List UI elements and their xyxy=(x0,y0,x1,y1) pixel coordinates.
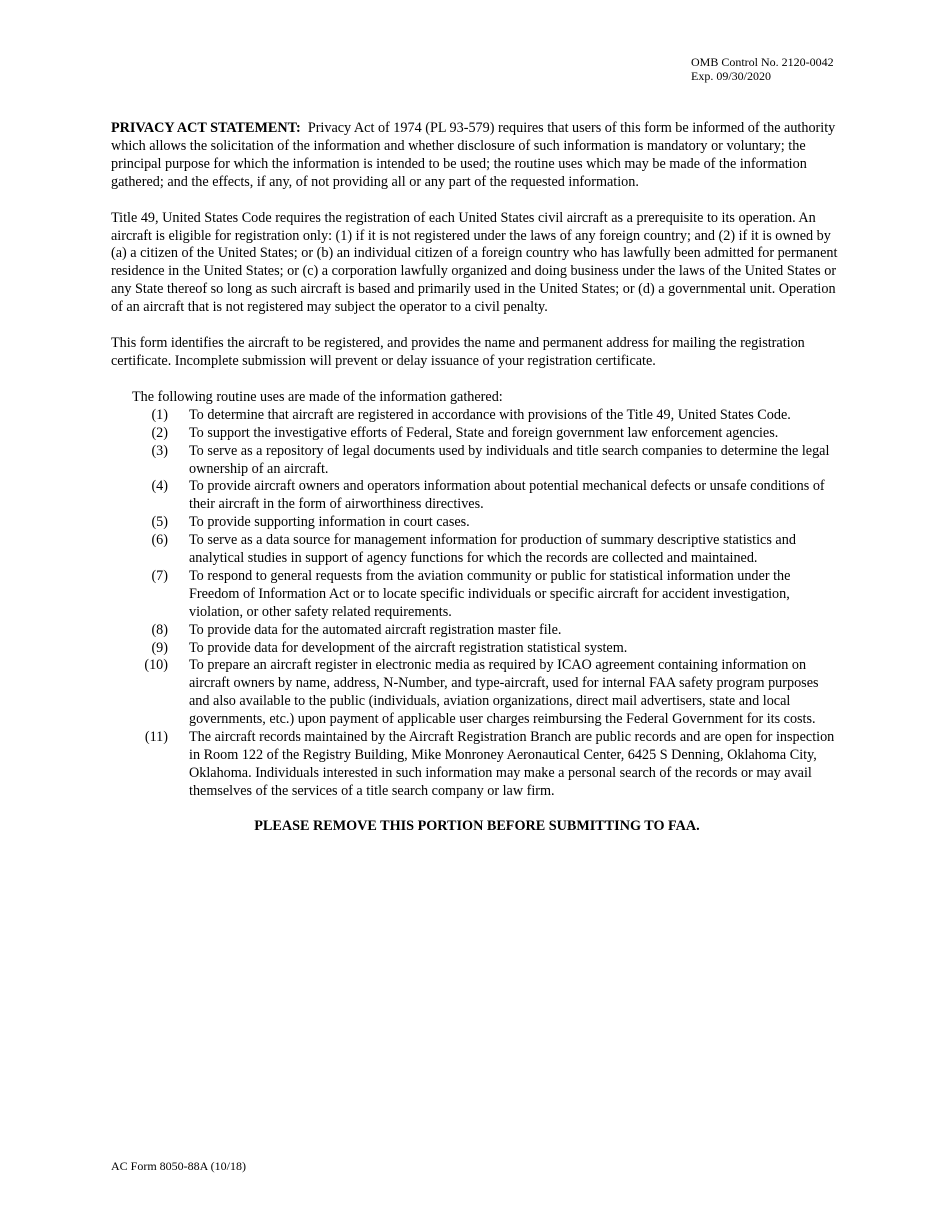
omb-control-block xyxy=(691,55,834,83)
list-item-number: (4) xyxy=(151,478,168,495)
list-item-number: (7) xyxy=(151,567,168,584)
list-item-text: To support the investigative efforts of Federal, State and foreign government law enforcement agencies. xyxy=(189,424,779,441)
list-item xyxy=(111,532,841,568)
list-item-number: (3) xyxy=(151,442,168,459)
form-purpose-paragraph: This form identifies the aircraft to be registered, and provides the name and permanent address for mailing the registration certificate. Incomplete submission will prevent or delay issuance of your registration certificate. xyxy=(111,335,805,369)
list-item-number: (5) xyxy=(151,514,168,531)
list-item-number: (9) xyxy=(151,639,168,656)
list-item-text: To provide supporting information in court cases. xyxy=(189,514,470,531)
list-item-number: (1) xyxy=(151,406,168,423)
privacy-act-paragraph xyxy=(111,120,841,192)
list-item-text: To provide aircraft owners and operators information about potential mechanical defects or unsafe conditions of their aircraft in the form of airworthiness directives. xyxy=(189,478,825,513)
routine-uses-intro: The following routine uses are made of the information gathered: xyxy=(132,388,503,405)
title-49-paragraph: Title 49, United States Code requires the registration of each United States civil aircraft as a prerequisite to its operation. An aircraft is eligible for registration only: (1) if it is not registered under the laws of any foreign country; and (2) if it is owned by (a) a citizen of the United States; or (b) an individual citizen of a foreign country who has lawfully been admitted for permanent residence in the United States; or (c) a corporation lawfully organized and doing business under the laws of the United States or any State thereof so long as such aircraft is based and primarily used in the United States; or (d) a governmental unit. Operation of an aircraft that is not registered may subject the operator to a civil penalty. xyxy=(111,209,838,316)
privacy-act-heading: PRIVACY ACT STATEMENT: xyxy=(111,120,301,136)
list-item xyxy=(111,478,841,514)
list-item-text: The aircraft records maintained by the Aircraft Registration Branch are public records and are open for inspection in Room 122 of the Registry Building, Mike Monroney Aeronautical Center, 6425 S Denning, Oklahoma City, Oklahoma. Individuals interested in such information may make a personal search of the records or may avail themselves of the services of a title search company or law firm. xyxy=(189,729,835,799)
list-item-text: To provide data for development of the aircraft registration statistical system. xyxy=(189,639,628,656)
routine-uses-list xyxy=(111,407,841,801)
omb-control-number: OMB Control No. 2120-0042 xyxy=(691,55,834,69)
list-item xyxy=(111,640,841,658)
list-item-number: (2) xyxy=(151,424,168,441)
list-item xyxy=(111,514,841,532)
list-item-number: (6) xyxy=(151,532,168,549)
list-item-text: To provide data for the automated aircraft registration master file. xyxy=(189,621,562,638)
list-item xyxy=(111,407,841,425)
list-item-text: To serve as a data source for management information for production of summary descriptive statistics and analytical studies in support of agency functions for which the records are collected and maintained. xyxy=(189,532,796,567)
list-item xyxy=(111,729,841,801)
privacy-act-text: Privacy Act of 1974 (PL 93-579) requires that users of this form be informed of the authority which allows the solicitation of the information and whether disclosure of such information is mandatory or voluntary; the principal purpose for which the information is intended to be used; the routine uses which may be made of the information gathered; and the effects, if any, of not providing all or any part of the requested information. xyxy=(111,120,836,190)
list-item xyxy=(111,425,841,443)
list-item-number: (11) xyxy=(144,729,168,746)
list-item-number: (10) xyxy=(144,657,168,674)
list-item-text: To prepare an aircraft register in electronic media as required by ICAO agreement containing information on aircraft owners by name, address, N-Number, and type-aircraft, used for internal FAA safety program purposes and also available to the public (individuals, aviation organizations, direct mail advertisers, state and local governments, etc.) upon payment of applicable user charges reimbursing the Federal Government for its costs. xyxy=(189,657,819,728)
list-item xyxy=(111,568,841,622)
omb-expiration-date: Exp. 09/30/2020 xyxy=(691,69,771,83)
form-number-footer: AC Form 8050-88A (10/18) xyxy=(111,1159,246,1173)
list-item xyxy=(111,443,841,479)
list-item-text: To serve as a repository of legal documents used by individuals and title search companies to determine the legal ownership of an aircraft. xyxy=(189,442,830,477)
document-body xyxy=(111,120,841,836)
list-item xyxy=(111,657,841,729)
remove-portion-notice: PLEASE REMOVE THIS PORTION BEFORE SUBMITTING TO FAA. xyxy=(254,817,700,834)
list-item xyxy=(111,622,841,640)
list-item-text: To respond to general requests from the aviation community or public for statistical information under the Freedom of Information Act or to locate specific individuals or specific aircraft for accident investigation, violation, or other safety related requirements. xyxy=(189,567,791,620)
list-item-text: To determine that aircraft are registered in accordance with provisions of the Title 49, United States Code. xyxy=(189,406,791,423)
list-item-number: (8) xyxy=(151,621,168,638)
